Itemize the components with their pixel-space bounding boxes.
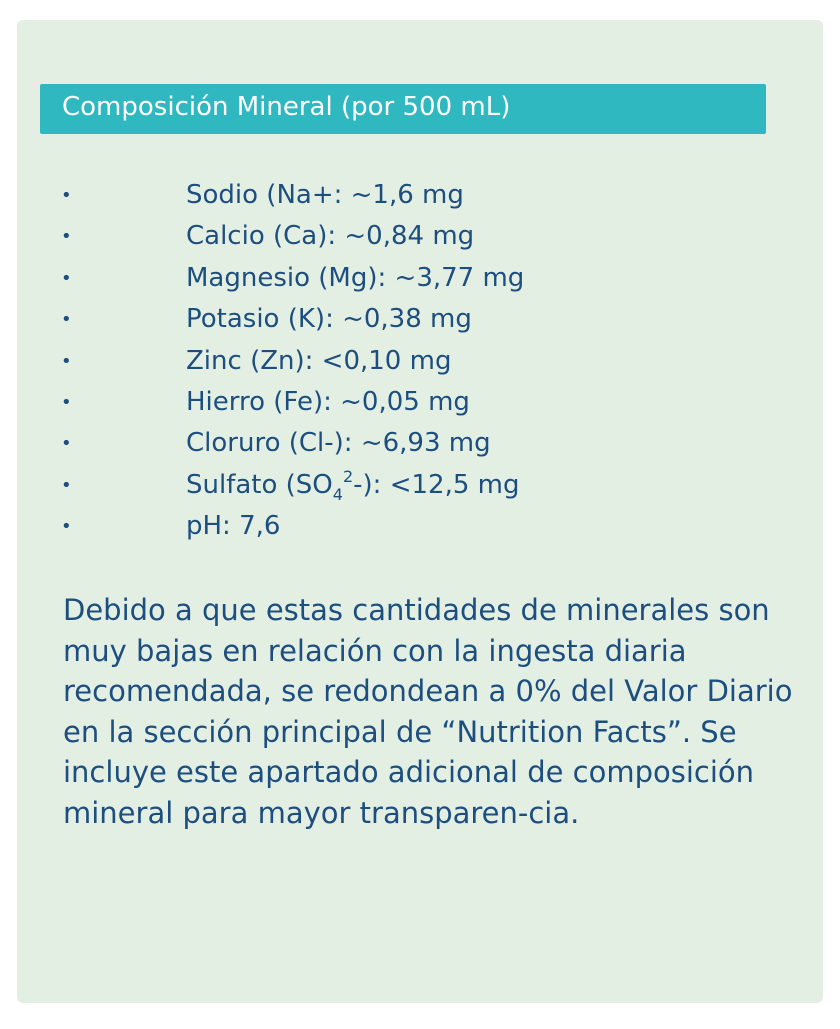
bullet-icon: • <box>61 516 72 538</box>
bullet-icon: • <box>61 309 72 331</box>
mineral-sodium: Sodio (Na+: ~1,6 mg <box>186 180 464 210</box>
mineral-sulfate <box>186 465 519 508</box>
section-title: Composición Mineral (por 500 mL) <box>62 92 511 122</box>
sulfate-suffix: -): <12,5 mg <box>353 469 520 500</box>
mineral-magnesium: Magnesio (Mg): ~3,77 mg <box>186 262 525 293</box>
section-header <box>40 84 766 134</box>
mineral-calcium: Calcio (Ca): ~0,84 mg <box>186 221 475 252</box>
mineral-iron: Hierro (Fe): ~0,05 mg <box>186 386 470 417</box>
sulfate-subscript: 4 <box>332 484 343 504</box>
bullet-icon: • <box>61 267 72 289</box>
bullet-icon: • <box>61 185 72 206</box>
bullet-icon: • <box>61 391 72 413</box>
mineral-zinc: Zinc (Zn): <0,10 mg <box>186 345 452 376</box>
mineral-chloride: Cloruro (Cl-): ~6,93 mg <box>186 428 491 459</box>
explanatory-note: Debido a que estas cantidades de minerales son muy bajas en relación con la ingesta diaria recomendada, se redondean a 0% del Valor Diario en la sección principal de “Nutrition Facts”. Se incluye este apartado adicional de composición mineral para mayor transparen-cia. <box>63 593 793 830</box>
bullet-icon: • <box>61 226 72 248</box>
bullet-icon: • <box>61 474 72 496</box>
sulfate-superscript: 2 <box>342 466 354 486</box>
bullet-icon: • <box>61 433 72 455</box>
mineral-potassium: Potasio (K): ~0,38 mg <box>186 304 472 335</box>
mineral-ph: pH: 7,6 <box>186 511 281 542</box>
bullet-icon: • <box>61 350 72 372</box>
sulfate-prefix: Sulfato (SO <box>186 469 333 500</box>
mineral-composition-panel <box>17 20 823 1003</box>
